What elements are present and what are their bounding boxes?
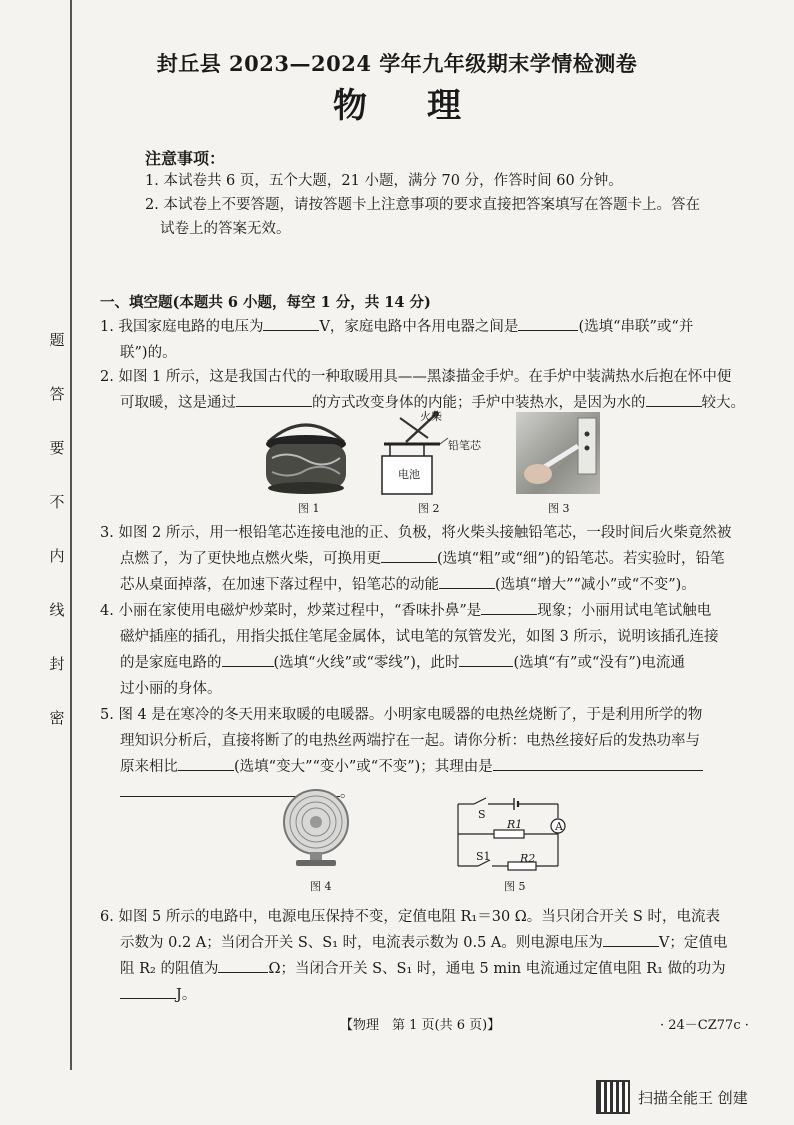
section-heading: 一、填空题(本题共 6 小题，每空 1 分，共 14 分): [100, 294, 431, 311]
answer-blank[interactable]: [603, 930, 659, 947]
question-4-cont3: 过小丽的身体。: [120, 681, 222, 697]
answer-blank[interactable]: [236, 390, 312, 407]
answer-blank[interactable]: [481, 598, 537, 615]
circuit-label-s1: S1: [476, 850, 491, 863]
seal-char: 内: [49, 547, 65, 565]
seal-char: 封: [49, 655, 65, 673]
scanner-label: 扫描全能王 创建: [638, 1088, 748, 1107]
answer-blank[interactable]: [459, 650, 513, 667]
circuit-label-ammeter: A: [555, 820, 563, 833]
battery-label: 电池: [398, 468, 420, 481]
circuit-label-r1: R1: [507, 818, 523, 831]
note-1: 1. 本试卷共 6 页，五个大题，21 小题，满分 70 分，作答时间 60 分钟。: [145, 173, 623, 189]
binding-line: [70, 0, 72, 1070]
answer-blank[interactable]: [439, 572, 495, 589]
answer-blank[interactable]: [218, 956, 268, 973]
question-2-cont: 可取暖，这是通过 的方式改变身体的内能；手炉中装热水，是因为水的 较大。: [120, 390, 745, 416]
figure-3-test-pen-photo: [516, 412, 600, 494]
figure-4-caption: 图 4: [310, 880, 332, 893]
question-5-cont3: 。: [120, 780, 355, 806]
question-5: 5. 图 4 是在寒冷的冬天用来取暖的电暖器。小明家电暖器的电热丝烧断了，于是利用所学的物: [100, 707, 703, 723]
figure-2-caption: 图 2: [418, 502, 440, 515]
question-4: 4. 小丽在家使用电磁炉炒菜时，炒菜过程中，“香味扑鼻”是 现象；小丽用试电笔试触电: [100, 598, 711, 624]
seal-char: 线: [49, 601, 65, 619]
note-2-cont: 试卷上的答案无效。: [160, 221, 291, 237]
subject-title: 物理: [333, 86, 521, 126]
question-4-cont: 磁炉插座的插孔，用指尖抵住笔尾金属体，试电笔的氖管发光，如图 3 所示，说明该插孔连接: [120, 629, 719, 645]
answer-blank[interactable]: [646, 390, 702, 407]
answer-blank[interactable]: [178, 754, 234, 771]
figure-4-heater-photo: [280, 786, 352, 870]
notes-heading: 注意事项：: [145, 149, 226, 168]
question-6: 6. 如图 5 所示的电路中，电源电压保持不变，定值电阻 R₁＝30 Ω。当只闭合开关 S 时，电流表: [100, 909, 720, 925]
figure-5-circuit-diagram: [452, 796, 580, 872]
note-2: 2. 本试卷上不要答题，请按答题卡上注意事项的要求直接把答案填写在答题卡上。答在: [145, 197, 700, 213]
seal-char: 不: [49, 493, 65, 511]
circuit-label-s: S: [478, 808, 486, 821]
figure-1-hand-warmer: [258, 414, 354, 496]
answer-blank[interactable]: [222, 650, 274, 667]
answer-blank[interactable]: [518, 314, 578, 331]
question-4-cont2: 的是家庭电路的 (选填“火线”或“零线”)，此时 (选填“有”或“没有”)电流通: [120, 650, 685, 676]
lead-label: 铅笔芯: [448, 439, 481, 452]
answer-blank[interactable]: [263, 314, 319, 331]
seal-char: 题: [49, 331, 65, 349]
question-6-cont3: J。: [120, 982, 196, 1008]
circuit-label-r2: R2: [520, 852, 536, 865]
answer-blank[interactable]: [493, 754, 703, 771]
seal-char: 密: [49, 709, 65, 727]
question-5-cont: 理知识分析后，直接将断了的电热丝两端拧在一起。请你分析：电热丝接好后的发热功率与: [120, 733, 700, 749]
match-label: 火柴: [420, 410, 442, 423]
question-6-cont2: 阻 R₂ 的阻值为 Ω；当闭合开关 S、S₁ 时，通电 5 min 电流通过定值电阻 R₁ 做的功为: [120, 956, 726, 982]
seal-vertical-text: [46, 330, 68, 762]
question-3-cont2: 芯从桌面掉落，在加速下落过程中，铅笔芯的动能 (选填“增大”“减小”或“不变”)。: [120, 572, 696, 598]
answer-blank[interactable]: [120, 982, 176, 999]
figure-3-caption: 图 3: [548, 502, 570, 515]
question-5-cont2: 原来相比 (选填“变大”“变小”或“不变”)；其理由是: [120, 754, 703, 780]
answer-blank[interactable]: [381, 546, 437, 563]
scanner-watermark: [596, 1080, 748, 1114]
page-footer: 【物理 第 1 页(共 6 页)】: [340, 1018, 501, 1033]
question-6-cont: 示数为 0.2 A；当闭合开关 S、S₁ 时，电流表示数为 0.5 A。则电源电压为 V；定值电: [120, 930, 727, 956]
exam-title: 封丘县 2023—2024 学年九年级期末学情检测卷: [156, 51, 638, 76]
question-3-cont: 点燃了，为了更快地点燃火柴，可换用更 (选填“粗”或“细”)的铅笔芯。若实验时，铅笔: [120, 546, 724, 572]
qr-code-icon: [596, 1080, 630, 1114]
seal-char: 要: [49, 439, 65, 457]
figure-5-caption: 图 5: [504, 880, 526, 893]
figure-1-caption: 图 1: [298, 502, 320, 515]
question-1-cont: 联”)的。: [120, 345, 177, 361]
question-1: 1. 我国家庭电路的电压为 V，家庭电路中各用电器之间是 (选填“串联”或“并: [100, 314, 693, 340]
seal-char: 答: [49, 385, 65, 403]
paper-code: · 24－CZ77c ·: [660, 1018, 749, 1033]
question-2: 2. 如图 1 所示，这是我国古代的一种取暖用具——黑漆描金手炉。在手炉中装满热水后抱在怀中便: [100, 369, 732, 385]
question-3: 3. 如图 2 所示，用一根铅笔芯连接电池的正、负极，将火柴头接触铅笔芯，一段时间后火柴竟然被: [100, 525, 732, 541]
